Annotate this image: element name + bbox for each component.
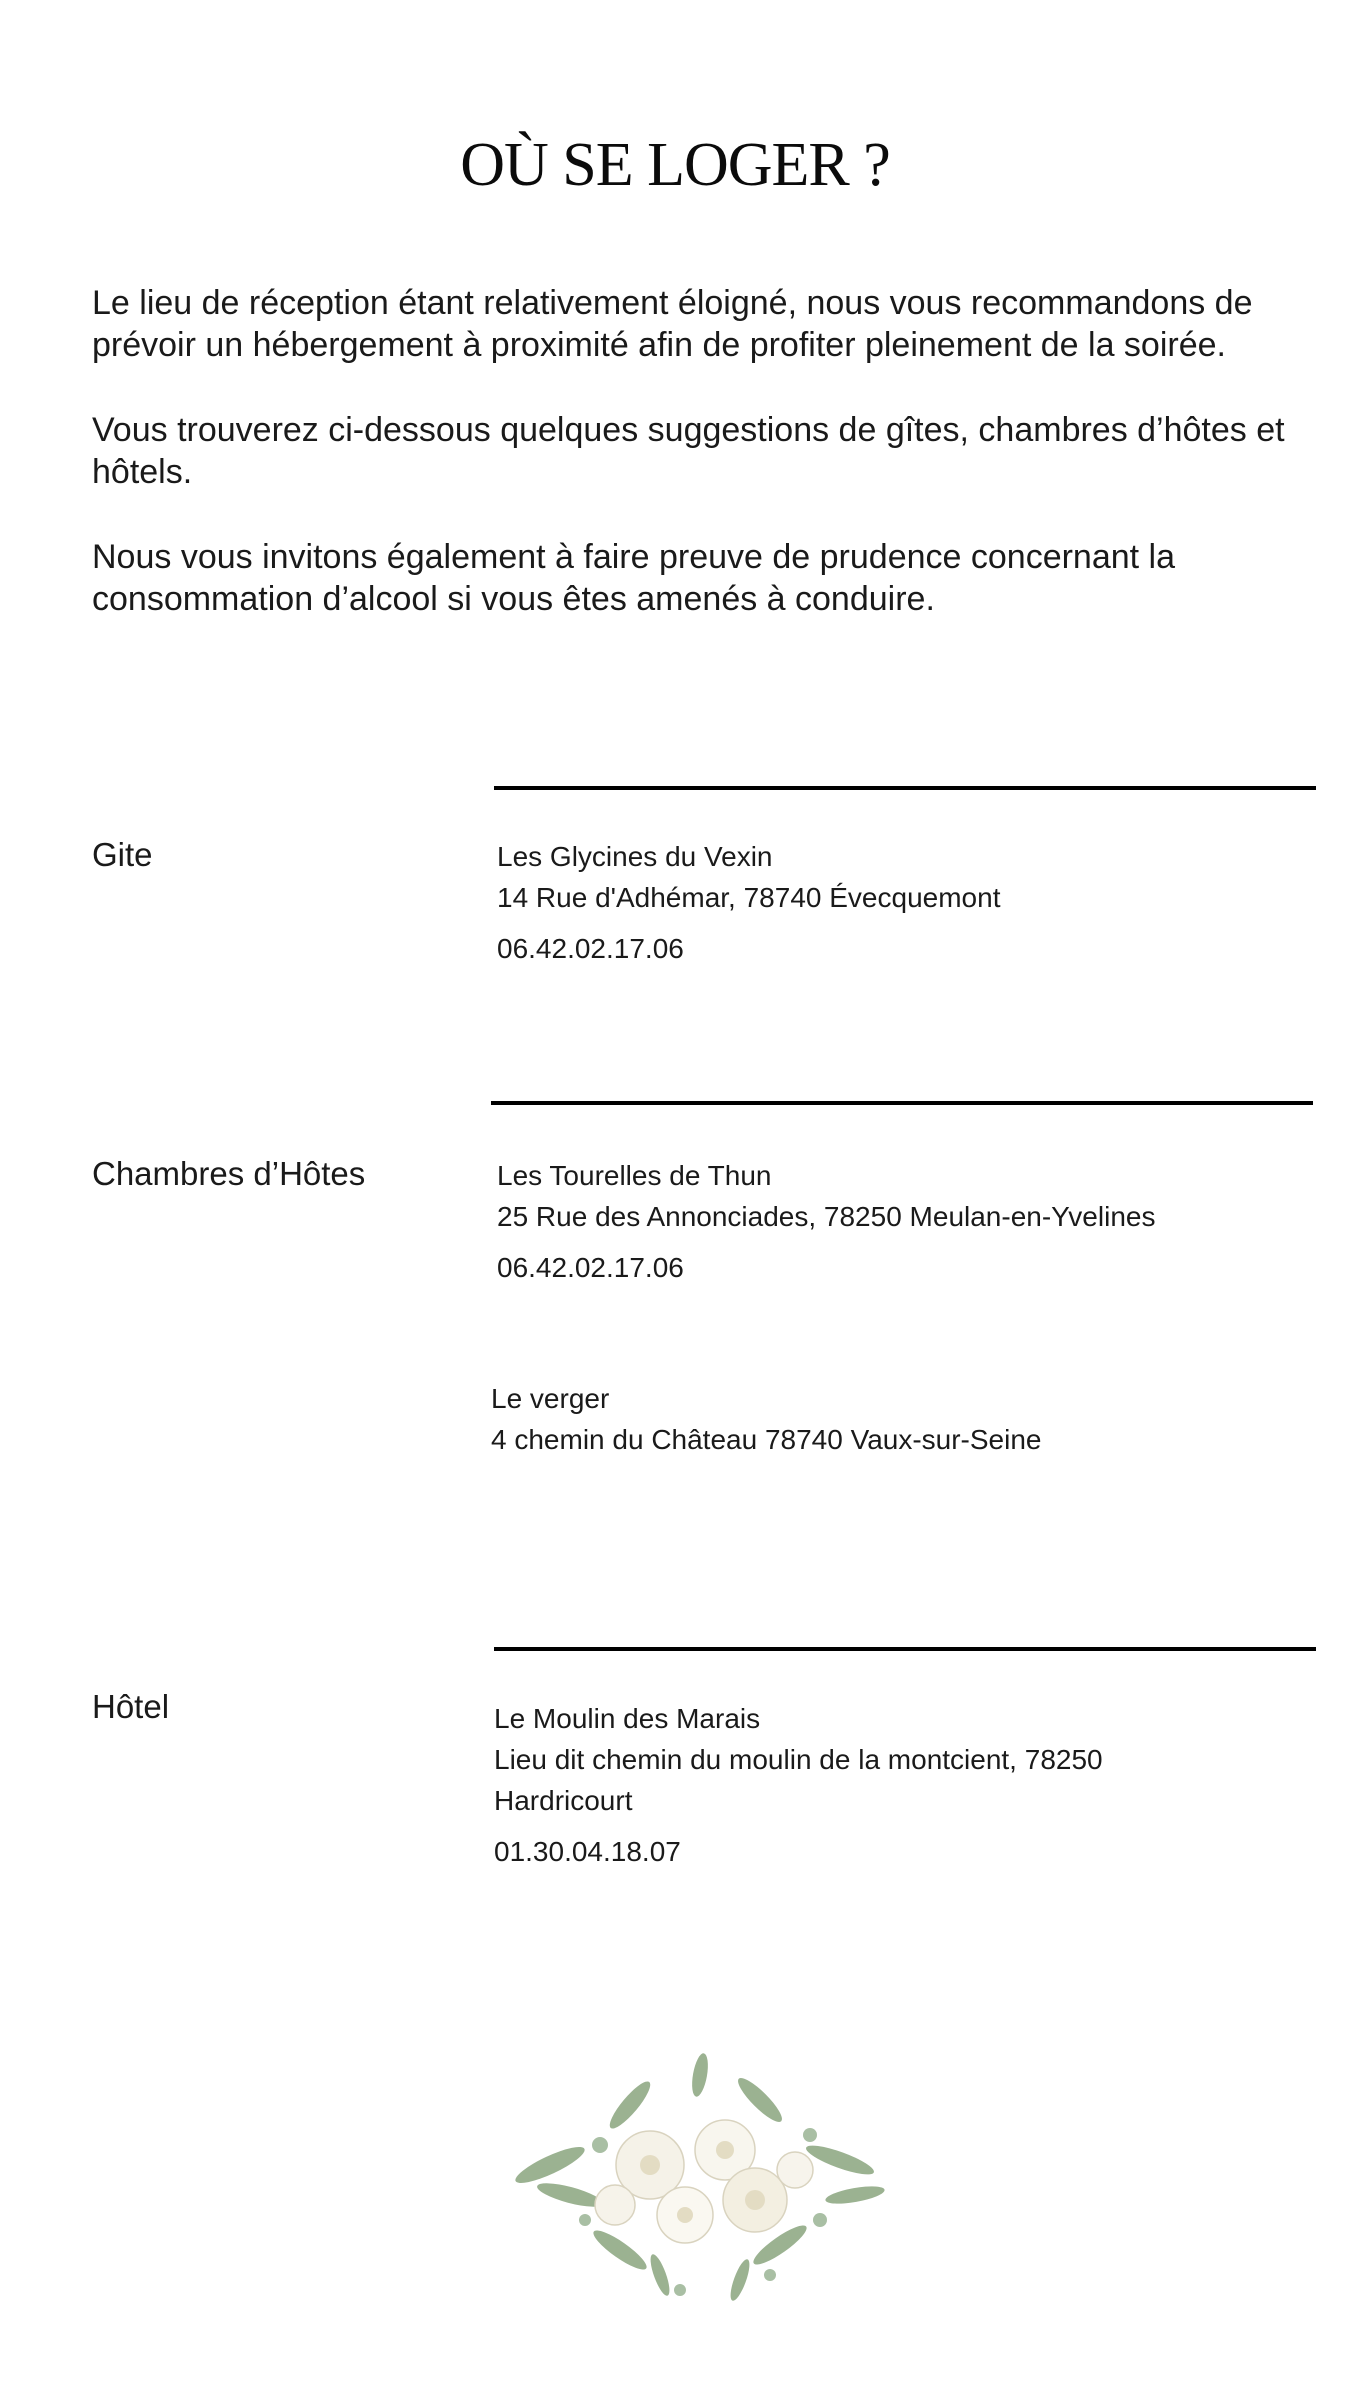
listing-glycines-du-vexin <box>497 836 1257 969</box>
intro-paragraph-suggestions: Vous trouverez ci-dessous quelques suggestions de gîtes, chambres d’hôtes et hôtels. <box>92 411 1285 491</box>
listing-phone: 06.42.02.17.06 <box>497 1252 684 1283</box>
floral-bouquet-illustration <box>510 2045 890 2305</box>
listing-address: 14 Rue d'Adhémar, 78740 Évecquemont <box>497 882 1001 913</box>
listing-address: 25 Rue des Annonciades, 78250 Meulan-en-Yvelines <box>497 1201 1156 1232</box>
listing-name: Le Moulin des Marais <box>494 1703 761 1734</box>
intro-paragraph-prudence: Nous vous invitons également à faire preuve de prudence concernant la consommation d’alcool si vous êtes amenés à conduire. <box>92 538 1176 618</box>
intro-text <box>92 282 1312 663</box>
listing-le-verger <box>491 1378 1251 1460</box>
page-title: OÙ SE LOGER ? <box>460 131 890 199</box>
intro-paragraph-distance: Le lieu de réception étant relativement éloigné, nous vous recommandons de prévoir un hébergement à proximité afin de profiter pleinement de la soirée. <box>92 284 1253 364</box>
listing-tourelles-de-thun <box>497 1155 1257 1288</box>
divider-gite <box>494 786 1316 790</box>
listing-phone: 06.42.02.17.06 <box>497 933 684 964</box>
listing-name: Les Glycines du Vexin <box>497 841 773 872</box>
leaves <box>512 2052 886 2303</box>
category-chambres-hotes: Chambres d’Hôtes <box>92 1155 366 1192</box>
divider-chambres <box>491 1101 1313 1105</box>
category-hotel: Hôtel <box>92 1688 170 1725</box>
listing-name: Les Tourelles de Thun <box>497 1160 772 1191</box>
divider-hotel <box>494 1647 1316 1651</box>
flowers <box>595 2120 813 2243</box>
listing-name: Le verger <box>491 1383 610 1414</box>
category-gite: Gite <box>92 836 153 873</box>
listing-phone: 01.30.04.18.07 <box>494 1836 681 1867</box>
listing-address: 4 chemin du Château 78740 Vaux-sur-Seine <box>491 1424 1042 1455</box>
listing-address: Lieu dit chemin du moulin de la montcient, 78250 Hardricourt <box>494 1744 1103 1816</box>
listing-moulin-des-marais <box>494 1698 1194 1872</box>
